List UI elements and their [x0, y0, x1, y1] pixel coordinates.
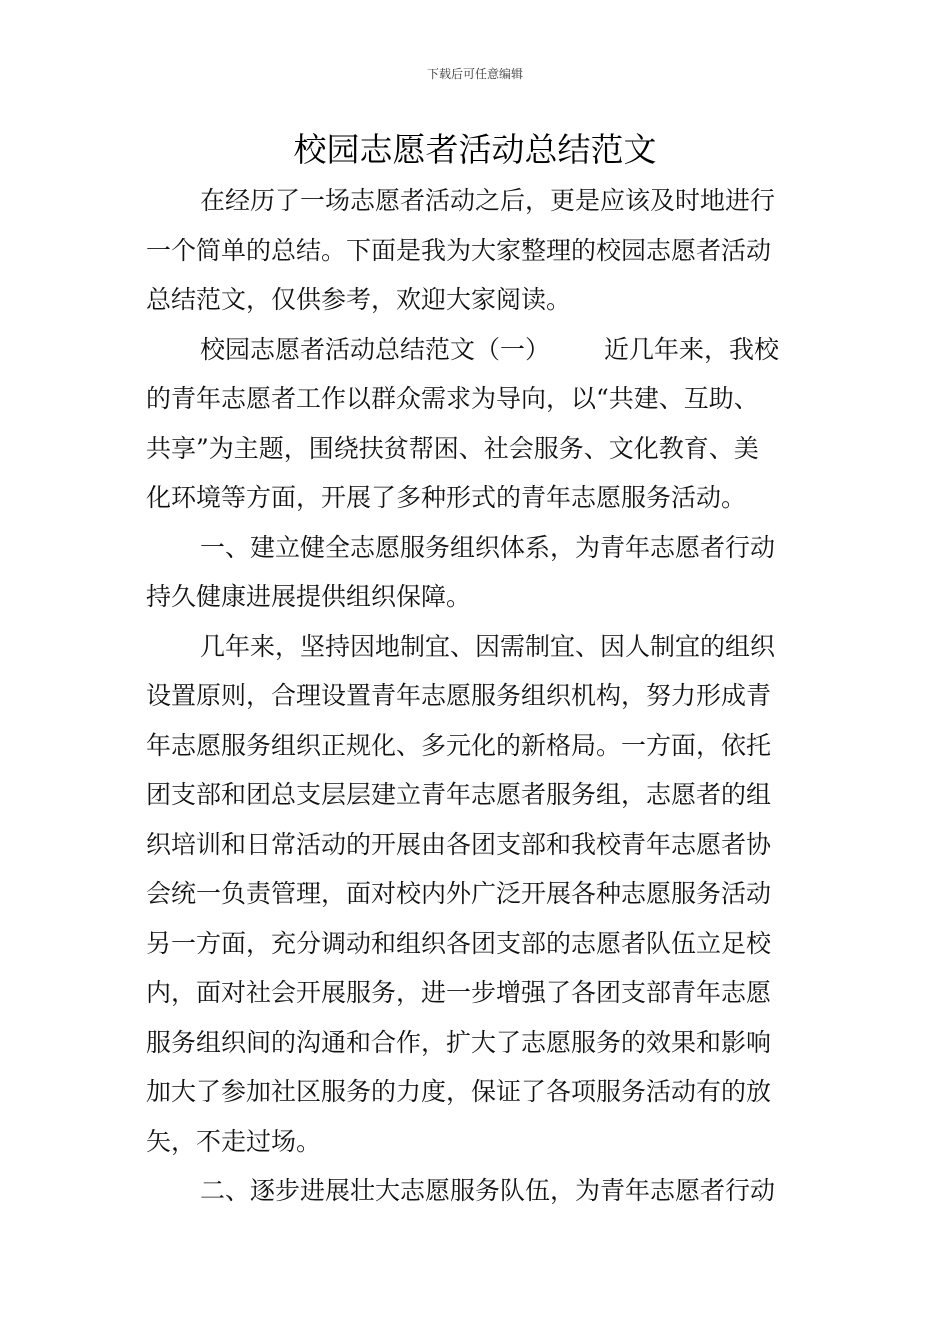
text-line: 持久健康进展提供组织保障。	[146, 582, 472, 611]
section-subtitle: 校园志愿者活动总结范文（一）	[200, 334, 551, 364]
text-line: 设置原则，合理设置青年志愿服务组织机构，努力形成青	[146, 681, 772, 710]
text-line-with-subtitle	[146, 325, 806, 375]
section-heading-line: 二、逐步进展壮大志愿服务队伍，为青年志愿者行动	[200, 1176, 776, 1205]
text-line: 会统一负责管理，面对校内外广泛开展各种志愿服务活动	[146, 879, 772, 908]
section-heading-line: 一、建立健全志愿服务组织体系，为青年志愿者行动	[200, 532, 776, 562]
text-line: 一个简单的总结。下面是我为大家整理的校园志愿者活动	[146, 235, 772, 265]
text-line-fragment: 近几年来，我校	[604, 334, 780, 364]
text-line: 团支部和团总支层层建立青年志愿者服务组，志愿者的组	[146, 780, 772, 809]
text-line: 织培训和日常活动的开展由各团支部和我校青年志愿者协	[146, 829, 772, 859]
text-line: 的青年志愿者工作以群众需求为导向，以“共建、互助、	[146, 384, 759, 413]
text-line: 加大了参加社区服务的力度，保证了各项服务活动有的放	[146, 1077, 772, 1106]
text-line: 化环境等方面，开展了多种形式的青年志愿服务活动。	[146, 483, 747, 512]
text-line: 矢，不走过场。	[146, 1126, 322, 1156]
text-line: 另一方面，充分调动和组织各团支部的志愿者队伍立足校	[146, 928, 772, 958]
document-body	[146, 176, 806, 1216]
text-line: 内，面对社会开展服务，进一步增强了各团支部青年志愿	[146, 978, 772, 1007]
text-line: 在经历了一场志愿者活动之后，更是应该及时地进行	[200, 186, 776, 215]
document-title: 校园志愿者活动总结范文	[293, 130, 657, 169]
text-line: 年志愿服务组织正规化、多元化的新格局。一方面，依托	[146, 730, 772, 760]
header-note: 下载后可任意编辑	[426, 67, 523, 81]
text-line: 共享”为主题，围绕扶贫帮困、社会服务、文化教育、美	[146, 433, 759, 463]
text-line: 几年来，坚持因地制宜、因需制宜、因人制宜的组织	[200, 631, 776, 661]
text-line: 服务组织间的沟通和合作，扩大了志愿服务的效果和影响	[146, 1027, 772, 1057]
text-line: 总结范文，仅供参考，欢迎大家阅读。	[146, 285, 572, 314]
